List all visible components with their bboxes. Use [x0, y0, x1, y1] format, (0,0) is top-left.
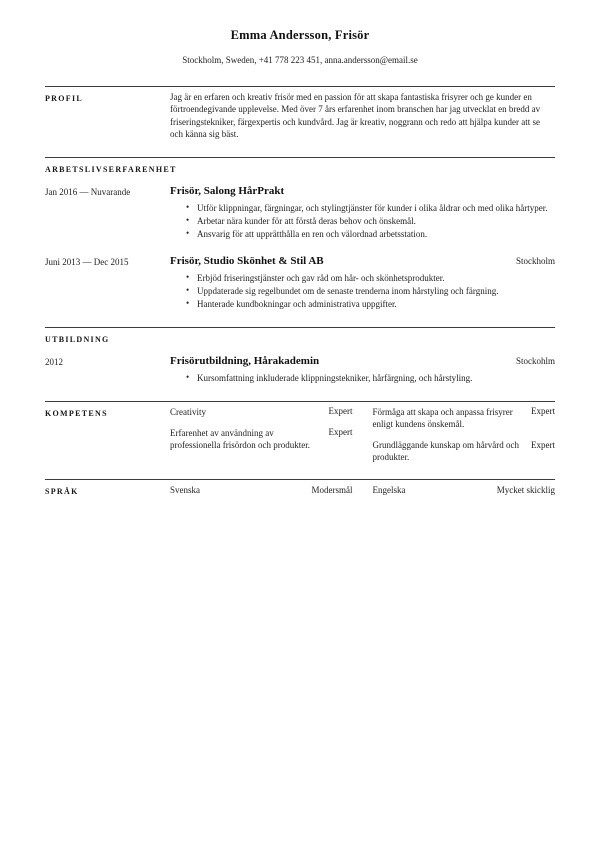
- section-experience: [45, 157, 555, 327]
- job-title: Frisör, Studio Skönhet & Stil AB: [170, 254, 324, 267]
- section-profil: [45, 86, 555, 157]
- section-education: [45, 327, 555, 401]
- education-bullet: • Kursomfattning inkluderade klippningstekniker, hårfärgning, och hårstyling.: [170, 372, 555, 385]
- job-bullet: • Utför klippningar, färgningar, och stylingtjänster för kunder i olika åldrar och med olika hårtyper.: [170, 202, 555, 215]
- language-item: [373, 484, 556, 496]
- skill-item: [373, 406, 556, 430]
- job-bullet: • Hanterade kundbokningar och administrativa uppgifter.: [170, 298, 555, 311]
- education-title: Frisörutbildning, Hårakademin: [170, 354, 320, 367]
- resume-header: [45, 28, 555, 65]
- job-bullet-list: [170, 202, 555, 241]
- skill-level: Expert: [328, 406, 353, 417]
- skill-level: Expert: [328, 427, 353, 438]
- education-bullet-list: [170, 372, 555, 385]
- job-dates: Jan 2016 — Nuvarande: [45, 186, 131, 197]
- job-bullet: • Arbetar nära kunder för att förstå deras behov och önskemål.: [170, 215, 555, 228]
- language-item: [170, 484, 353, 496]
- language-name: Svenska: [170, 485, 200, 496]
- section-languages: [45, 479, 555, 512]
- job-title: Frisör, Salong HårPrakt: [170, 184, 285, 197]
- education-entry: [45, 355, 555, 385]
- skill-item: [170, 406, 353, 418]
- job-entry: [45, 255, 555, 311]
- job-bullet: • Uppdaterade sig regelbundet om de senaste trenderna inom hårstyling och färgning.: [170, 285, 555, 298]
- section-label-education: UTBILDNING: [45, 334, 110, 344]
- job-bullet-list: [170, 272, 555, 311]
- skill-item: [170, 427, 353, 451]
- skill-level: Expert: [531, 439, 555, 450]
- job-bullet: • Erbjöd friseringstjänster och gav råd om hår- och skönhetsprodukter.: [170, 272, 555, 285]
- skill-name: Erfarenhet av användning av professionella frisördon och produkter.: [170, 427, 310, 451]
- language-name: Engelska: [372, 485, 406, 496]
- skill-name: Creativity: [170, 406, 206, 417]
- profile-summary: Jag är en erfaren och kreativ frisör med en passion för att skapa fantastiska frisyrer och ge kunder en förtroendegivande upplevelse. Med över 7 års erfarenhet inom branschen har jag utvecklat en bredd av friseringstekniker, färgexpertis och kundvård. Jag är kreativ, noggrann och redo att hjälpa kunder att se och känna sig bäst.: [170, 92, 541, 140]
- section-label-experience: ARBETSLIVSERFARENHET: [45, 164, 177, 174]
- skill-level: Expert: [531, 406, 555, 417]
- job-bullet: • Ansvarig för att upprätthålla en ren och välordnad arbetsstation.: [170, 228, 555, 241]
- skill-name: Grundläggande kunskap om hårvård och produkter.: [372, 440, 519, 463]
- skill-name: Förmåga att skapa och anpassa frisyrer enligt kundens önskemål.: [372, 406, 513, 429]
- language-level: Modersmål: [311, 484, 353, 495]
- skill-item: [373, 439, 556, 463]
- language-level: Mycket skicklig: [496, 484, 555, 495]
- contact-line: Stockholm, Sweden, +41 778 223 451, anna.andersson@email.se: [182, 55, 418, 65]
- job-location: Stockholm: [515, 255, 555, 266]
- job-dates: Juni 2013 — Dec 2015: [45, 256, 129, 267]
- candidate-name: Emma Andersson, Frisör: [230, 28, 370, 42]
- section-label-skills: KOMPETENS: [45, 408, 108, 418]
- job-entry: [45, 185, 555, 241]
- section-label-languages: SPRÅK: [45, 487, 79, 497]
- education-dates: 2012: [45, 356, 63, 367]
- section-skills: [45, 401, 555, 480]
- education-location: Stockohlm: [515, 355, 555, 366]
- section-label-profil: PROFIL: [45, 94, 84, 103]
